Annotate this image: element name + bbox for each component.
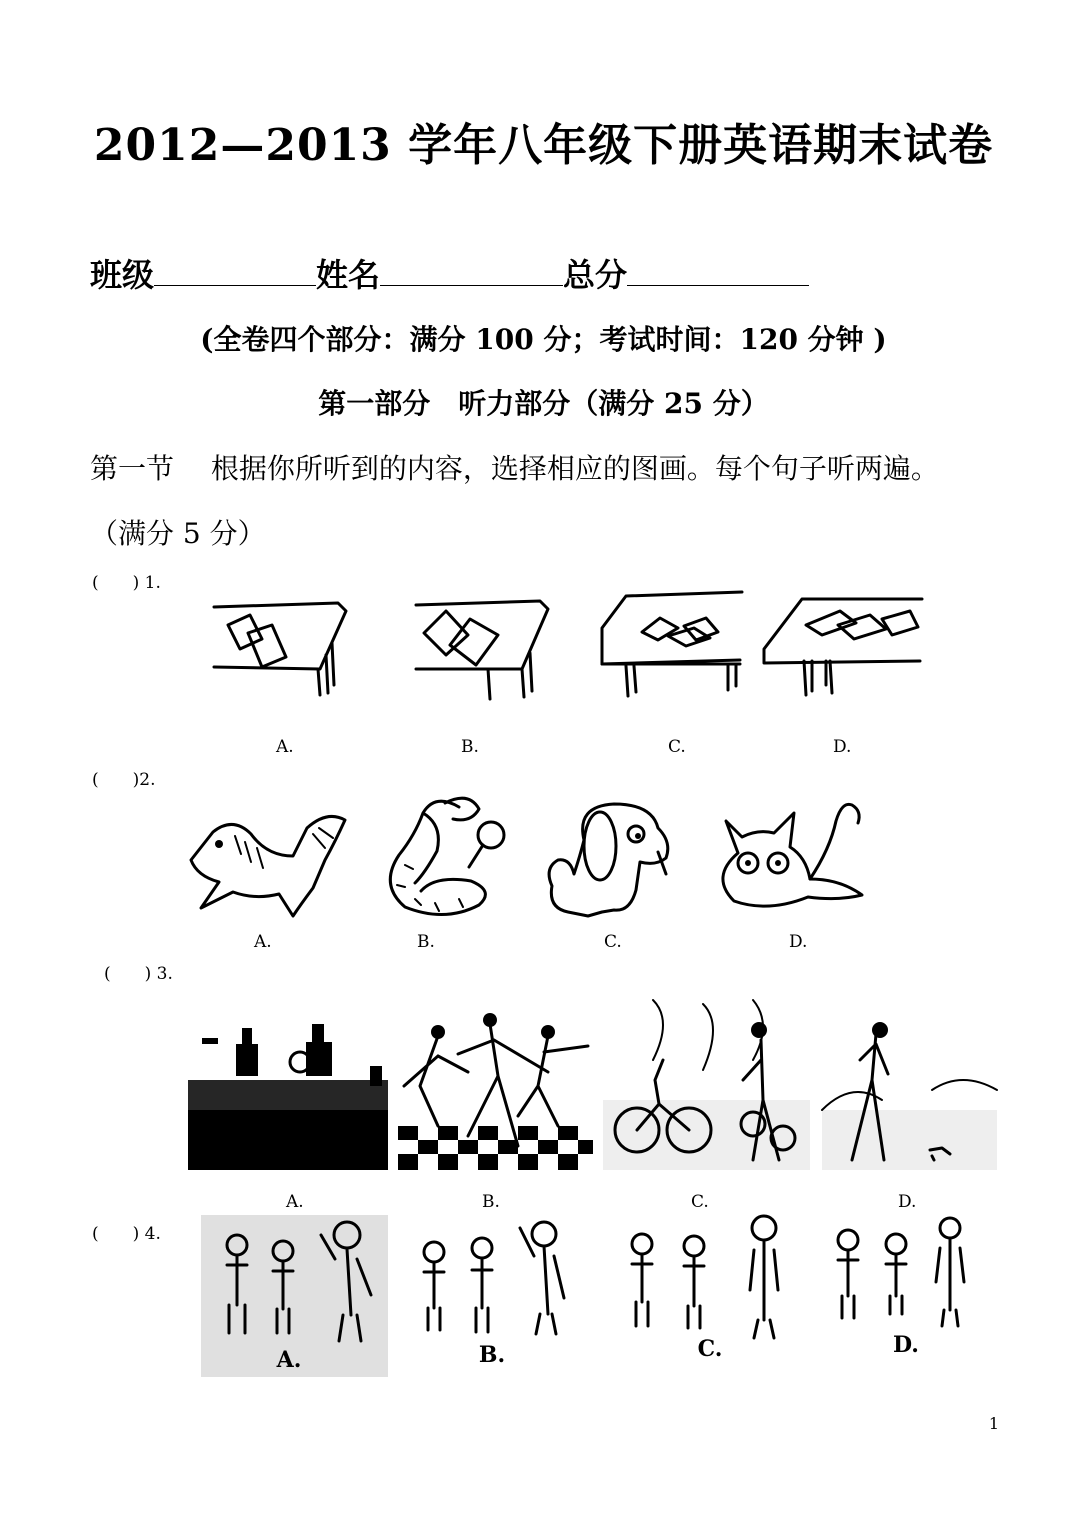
option-label: A.: [286, 1192, 304, 1212]
q1-option-a-image: [210, 595, 350, 705]
question-number: ( ) 4.: [92, 1224, 161, 1244]
option-label: A.: [276, 1347, 302, 1373]
class-blank[interactable]: [154, 255, 316, 286]
q4-option-b-image: [410, 1218, 575, 1368]
option-label: B.: [461, 737, 479, 757]
score-label: 总分: [563, 256, 628, 294]
student-info-line: [90, 255, 809, 295]
part-heading: 第一部分 听力部分（满分 25 分）: [318, 387, 769, 420]
q3-picnic-image: [188, 1018, 388, 1170]
score-blank[interactable]: [627, 255, 809, 286]
question-number: ( ) 1.: [92, 573, 161, 593]
q1-option-c-image: [598, 588, 746, 698]
option-label: D.: [833, 737, 852, 757]
q2-dog-image: [540, 800, 680, 920]
option-label: B.: [417, 932, 435, 952]
option-label: B.: [482, 1192, 500, 1212]
name-blank[interactable]: [380, 255, 563, 286]
option-label: D.: [898, 1192, 917, 1212]
q4-option-d-image: [826, 1212, 976, 1362]
q1-option-b-image: [412, 595, 552, 705]
option-label: B.: [478, 1342, 506, 1368]
exam-note: (全卷四个部分：满分 100 分；考试时间：120 分钟 ): [200, 323, 887, 356]
option-label: A.: [276, 737, 294, 757]
q3-bicycle-park-image: [603, 1000, 810, 1170]
question-number: ( )2.: [92, 770, 156, 790]
section-instruction: 第一节 根据你所听到的内容，选择相应的图画。每个句子听两遍。: [90, 452, 939, 485]
q2-bird-image: [185, 808, 351, 922]
q4-option-c-image: [620, 1210, 800, 1368]
option-label: C.: [668, 737, 686, 757]
q2-cat-image: [712, 797, 872, 917]
page-title: 2012—2013 学年八年级下册英语期末试卷: [93, 120, 994, 171]
q3-walking-image: [822, 1020, 997, 1170]
section-score: （满分 5 分）: [90, 517, 266, 550]
option-label: D.: [893, 1332, 919, 1358]
page-number: 1: [988, 1414, 999, 1433]
option-label: C.: [604, 932, 622, 952]
option-label: C.: [697, 1336, 723, 1362]
option-label: A.: [254, 932, 272, 952]
q2-snake-image: [375, 795, 511, 923]
q1-option-d-image: [760, 595, 928, 705]
option-label: D.: [789, 932, 808, 952]
question-number: ( ) 3.: [104, 964, 173, 984]
option-label: C.: [691, 1192, 709, 1212]
class-label: 班级: [90, 256, 155, 294]
q4-option-a-image: [201, 1215, 388, 1377]
q3-dancing-image: [398, 1016, 593, 1170]
name-label: 姓名: [316, 256, 381, 294]
